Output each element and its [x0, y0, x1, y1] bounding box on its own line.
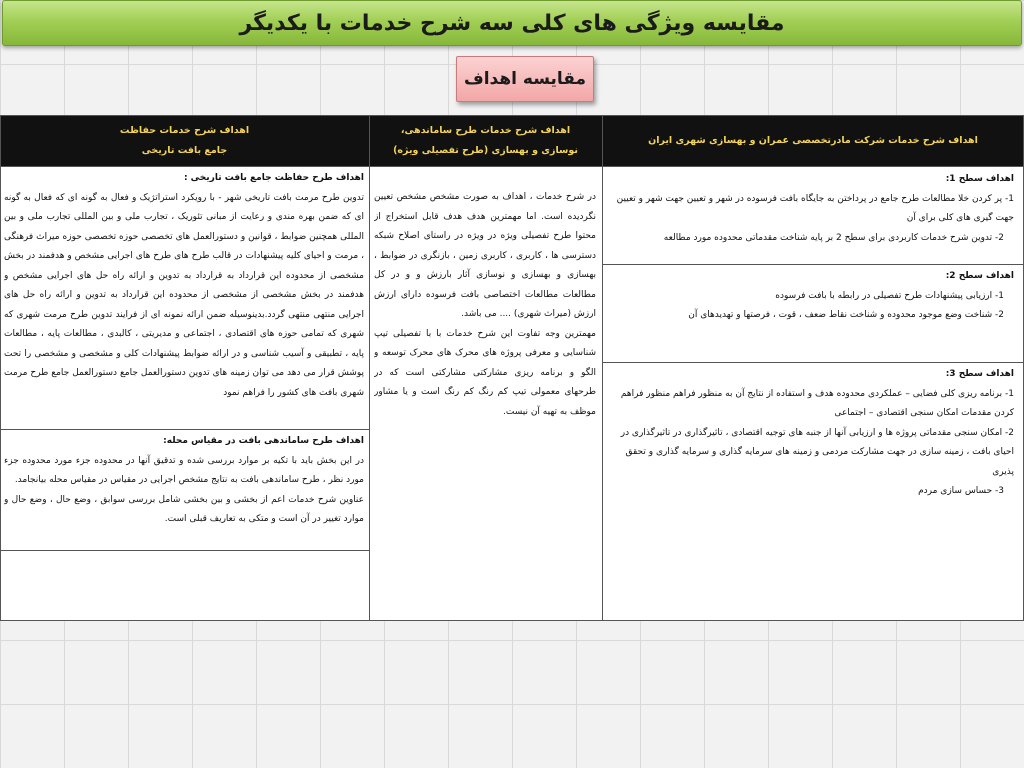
row-divider — [602, 264, 1024, 265]
column-divider — [602, 116, 603, 620]
neighborhood-plan-text: در این بخش باید با تکیه بر موارد بررسی شده و تدقیق آنها در محدوده جزء مورد محدوده جزء مورد نظر ، طرح ساماندهی بافت به نتایج مشخص اجرایی در مقیاس در مقیاس محله بیانجامد. — [4, 455, 364, 485]
level3-cell — [606, 365, 1014, 515]
middle-paragraph: مهمترین وجه تفاوت این شرح خدمات با با تفصیلی تیپ شناسایی و معرفی پروژه های محرک های محرک توسعه و الگو و برنامه ریزی مشارکتی مشارکتی است که در طرحهای معمولی تیپ کم رنگ کم رنگ است و یا مشاور موظف به تهیه آن نیست. — [374, 328, 596, 417]
neighborhood-plan-title: اهداف طرح ساماندهی بافت در مقیاس محله: — [163, 436, 364, 446]
column-header-2 — [369, 116, 602, 166]
level2-title: اهداف سطح 2: — [945, 271, 1014, 281]
level1-title: اهداف سطح 1: — [945, 174, 1014, 184]
level1-cell — [606, 170, 1014, 262]
header-divider — [0, 166, 1024, 167]
level2-item: 1- ارزیابی پیشنهادات طرح تفصیلی در رابطه با بافت فرسوده — [775, 290, 1004, 301]
column-header-1-line1: اهداف شرح خدمات شرکت مادرتخصصی عمران و بهسازی شهری ایران — [648, 135, 978, 146]
column-header-3-line1: اهداف شرح خدمات حفاظت — [119, 125, 250, 136]
heritage-plan-title: اهداف طرح حفاظت جامع بافت تاریخی : — [183, 173, 364, 183]
section-badge — [456, 56, 594, 102]
level3-title: اهداف سطح 3: — [945, 369, 1014, 379]
column-header-2-line1: اهداف شرح خدمات طرح ساماندهی، — [400, 125, 571, 136]
middle-paragraph: در شرح خدمات ، اهداف به صورت مشخص مشخص تعیین نگردیده است. اما مهمترین هدف هدف قابل استخراج از محتوا طرح تفصیلی ویژه در ویژه در راستای اصلاح شبکه دسترسی ها ، کاربری ، کاربری زمین ، بازنگری در ضوابط ، بهسازی و بهسازی و نوسازی آثار بارزش و و در کل مطالعات مطالعات اختصاصی بافت فرسوده دارای ارزش ارزش (میراث شهری) .... می باشد. — [374, 192, 596, 319]
heritage-plan-text: تدوین طرح مرمت بافت تاریخی شهر - با رویکرد استراتژیک و فعال به گونه ای که فعال به گونه ای که ضمن بهره مندی و رعایت از مبانی تئوریک ، تجارب ملی و بین المللی تجارب ملی و بین المللی همچنین ضوابط ، قوانین و دستورالعمل های تخصصی حوزه تخصصی حوزه میراث فرهنگی ، مرمت و احیای کلیه پیشنهادات در قالب طرح های طرح های اجرایی مشخص و هدفمند در بخش مشخصی از محدوده این قرارداد به قرارداد به تدوین و ارائه راه حل های اجرایی مشخص و هدفمند در بخش مشخصی از مشخصی از محدوده این قرارداد به تدوین و ارائه راه حل های اجرایی منتهی منتهی گردد.بدینوسیله ضمن ارائه نمونه ای از فرایند تدوین طرح مرمت شهری که شهری که تمامی حوزه های اقتصادی ، اجتماعی و مدیریتی ، کالبدی ، مطالعات پایه ، مطالعات پایه ، تطبیقی و آسیب شناسی و در ارائه ضوابط پیشنهادات کلی و مشخصی و مشخصی را تحت پوشش قرار می دهد می توان زمینه های تدوین دستورالعمل جامع دستورالعمل جامع طرح مرمت شهری بافت های کشور را فراهم نمود — [4, 192, 364, 398]
level2-item: 2- شناخت وضع موجود محدوده و شناخت نقاط ضعف ، قوت ، فرصتها و تهدیدهای آن — [688, 310, 1004, 320]
row-divider — [0, 550, 369, 551]
middle-column-text — [374, 188, 596, 448]
table-border-left — [0, 116, 1, 620]
level2-cell — [606, 267, 1014, 359]
row-divider — [0, 429, 369, 430]
neighborhood-plan-text: عناوین شرح خدمات اعم از بخشی و بین بخشی شامل بررسی سوابق ، وضع حال ، وضع حال و موارد تغییر در آن است و متکی به تعاریف قبلی است. — [4, 494, 364, 524]
slide-title: مقایسه ویژگی های کلی سه شرح خدمات با یکدیگر — [239, 10, 785, 36]
column-header-3 — [0, 116, 369, 166]
column-header-3-line2: جامع بافت تاریخی — [141, 145, 228, 156]
column-header-2-line2: نوسازی و بهسازی (طرح تفصیلی ویژه) — [393, 145, 578, 156]
column-header-1 — [602, 116, 1024, 166]
section-badge-label: مقایسه اهداف — [463, 69, 587, 89]
level1-item: 1- پر کردن خلا مطالعات طرح جامع در پرداختن به جایگاه بافت فرسوده در شهر و تعیین جهت شهر و تعیین جهت گیری های کلی برای آن — [616, 193, 1014, 223]
title-banner — [2, 0, 1022, 46]
comparison-table — [0, 115, 1024, 621]
heritage-plan-cell — [4, 169, 364, 427]
level1-item: 2- تدوین شرح خدمات کاربردی برای سطح 2 بر پایه شناخت مقدماتی محدوده مورد مطالعه — [663, 232, 1004, 243]
level3-item: 3- حساس سازی مردم — [918, 486, 1004, 496]
neighborhood-plan-cell — [4, 432, 364, 548]
level3-item: 2- امکان سنجی مقدماتی پروژه ها و ارزیابی آنها از جنبه های توجیه اقتصادی ، تاثیرگذاری در تاثیرگذاری در احیای بافت ، زمینه سازی در جهت مشارکت مردمی و زمینه های سرمایه گذاری و سرمایه گذاری و تحقق پذیری — [620, 427, 1014, 477]
row-divider — [602, 362, 1024, 363]
column-divider — [369, 116, 370, 620]
level3-item: 1- برنامه ریزی کلی فضایی – عملکردی محدوده هدف و استفاده از نتایج آن به منظور فراهم منظور فراهم کردن مقدمات امکان سنجی اقتصادی – اجتماعی — [620, 388, 1014, 418]
